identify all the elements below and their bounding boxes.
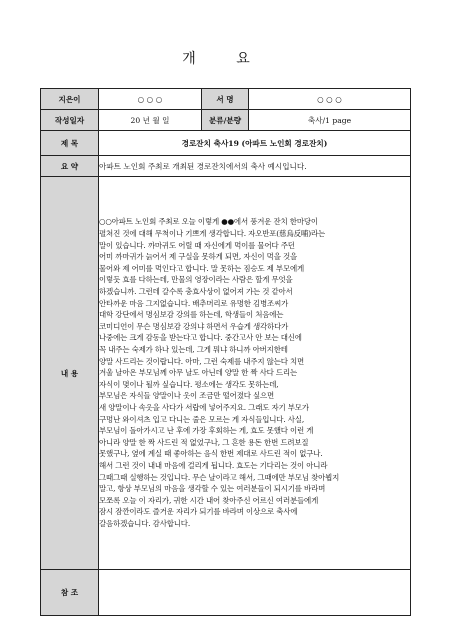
category-value: 축사/1 page	[249, 110, 411, 131]
writer-value: ○ ○ ○	[249, 89, 411, 110]
author-label: 지은이	[41, 89, 99, 110]
date-value: 20 년 월 일	[99, 110, 202, 131]
content-cell	[99, 177, 411, 570]
document-title: 개 요	[182, 51, 268, 67]
content-label: 내 용	[41, 177, 99, 570]
category-label: 분류/분량	[202, 110, 249, 131]
writer-label: 서 명	[202, 89, 249, 110]
summary-value: 아파트 노인회 주최로 개최된 경로잔치에서의 축사 예시입니다.	[99, 156, 411, 177]
author-value: ○ ○ ○	[99, 89, 202, 110]
subject-label: 제 목	[41, 131, 99, 156]
subject-value: 경로잔치 축사19 (아파트 노인회 경로잔치)	[99, 131, 411, 156]
content-text: ○○아파트 노인회 주최로 오늘 이렇게 ●●에서 풍겨운 잔치 한마당이 펼쳐진 것에 대해 무척이나 기쁘게 생각합니다. 자오반포(慈烏反哺)라는 말이 있습니다. 까마귀도 어릴 때 자신에게 먹이를 물어다 주던 어미 까마귀가 늙어서 제 구실을 못하게 되면, 자신이 먹을 것을 물어와 제 어미를 먹인다고 합니다. 말 못하는 짐승도 제 부모에게 이렇듯 효를 다하는데, 만물의 영장이라는 사람은 할게 무엇을 하겠습니까. 그런데 갈수록 충효사상이 없어져 가는 것 같아서 안타까운 마음 그지없습니다. 배추머리로 유명한 김병조씨가 대학 강단에서 명심보감 강의를 하는데, 학생들이 처음에는 코미디언이 무슨 명심보감 강의냐 하면서 우습게 생각하다가 나중에는 크게 감동을 받는다고 합니다. 중간고사 안 보는 대신에 꼭 내주는 숙제가 하나 있는데, 그게 뭐냐 하니까 아버지한테 양말 사드리는 것이랍니다. 아마, 그런 숙제를 내주지 않는다 치면 겨울 날아온 부모님께 아무 날도 아닌데 양말 한 짝 사다 드리는 자식이 몇이나 될까 싶습니다. 평소에는 생각도 못하는데, 부모님은 자식들 양말이나 옷이 조금만 떨어졌다 싶으면 새 양말이나 속옷을 사다가 서랍에 넣어주지요. 그래도 자기 부모가 구멍난 와이셔츠 입고 다니는 줄은 모르는 게 자식들입니다. 사실, 부모님이 돌아가시고 난 후에 가장 후회하는 게, 효도 못했다 이런 게 아니라 양말 한 짝 사드린 적 없었구나, 그 흔한 용돈 한번 드려보질 못했구나, 옆에 계실 때 좋아하는 음식 한번 제대로 사드린 적이 없구나. 해서 그런 것이 내내 마음에 걸리게 됩니다. 효도는 기다리는 것이 아니라 그때그때 실행하는 것입니다. 무슨 날이라고 해서, 그때에만 부모님 찾아뵙지 말고, 항상 부모님의 마음을 생각할 수 있는 여러분들이 되시기를 바라며 모쪼록 오늘 이 자리가, 귀한 시간 내어 찾아주신 어르신 여러분들에게 잠시 잠깐이라도 즐거운 자리가 되기를 바라며 이상으로 축사에 갈음하겠습니다. 감사합니다.	[99, 217, 340, 528]
reference-value	[99, 570, 411, 616]
summary-label: 요 약	[41, 156, 99, 177]
date-label: 작성일자	[41, 110, 99, 131]
summary-form-table	[40, 88, 411, 616]
reference-label: 참 조	[41, 570, 99, 616]
